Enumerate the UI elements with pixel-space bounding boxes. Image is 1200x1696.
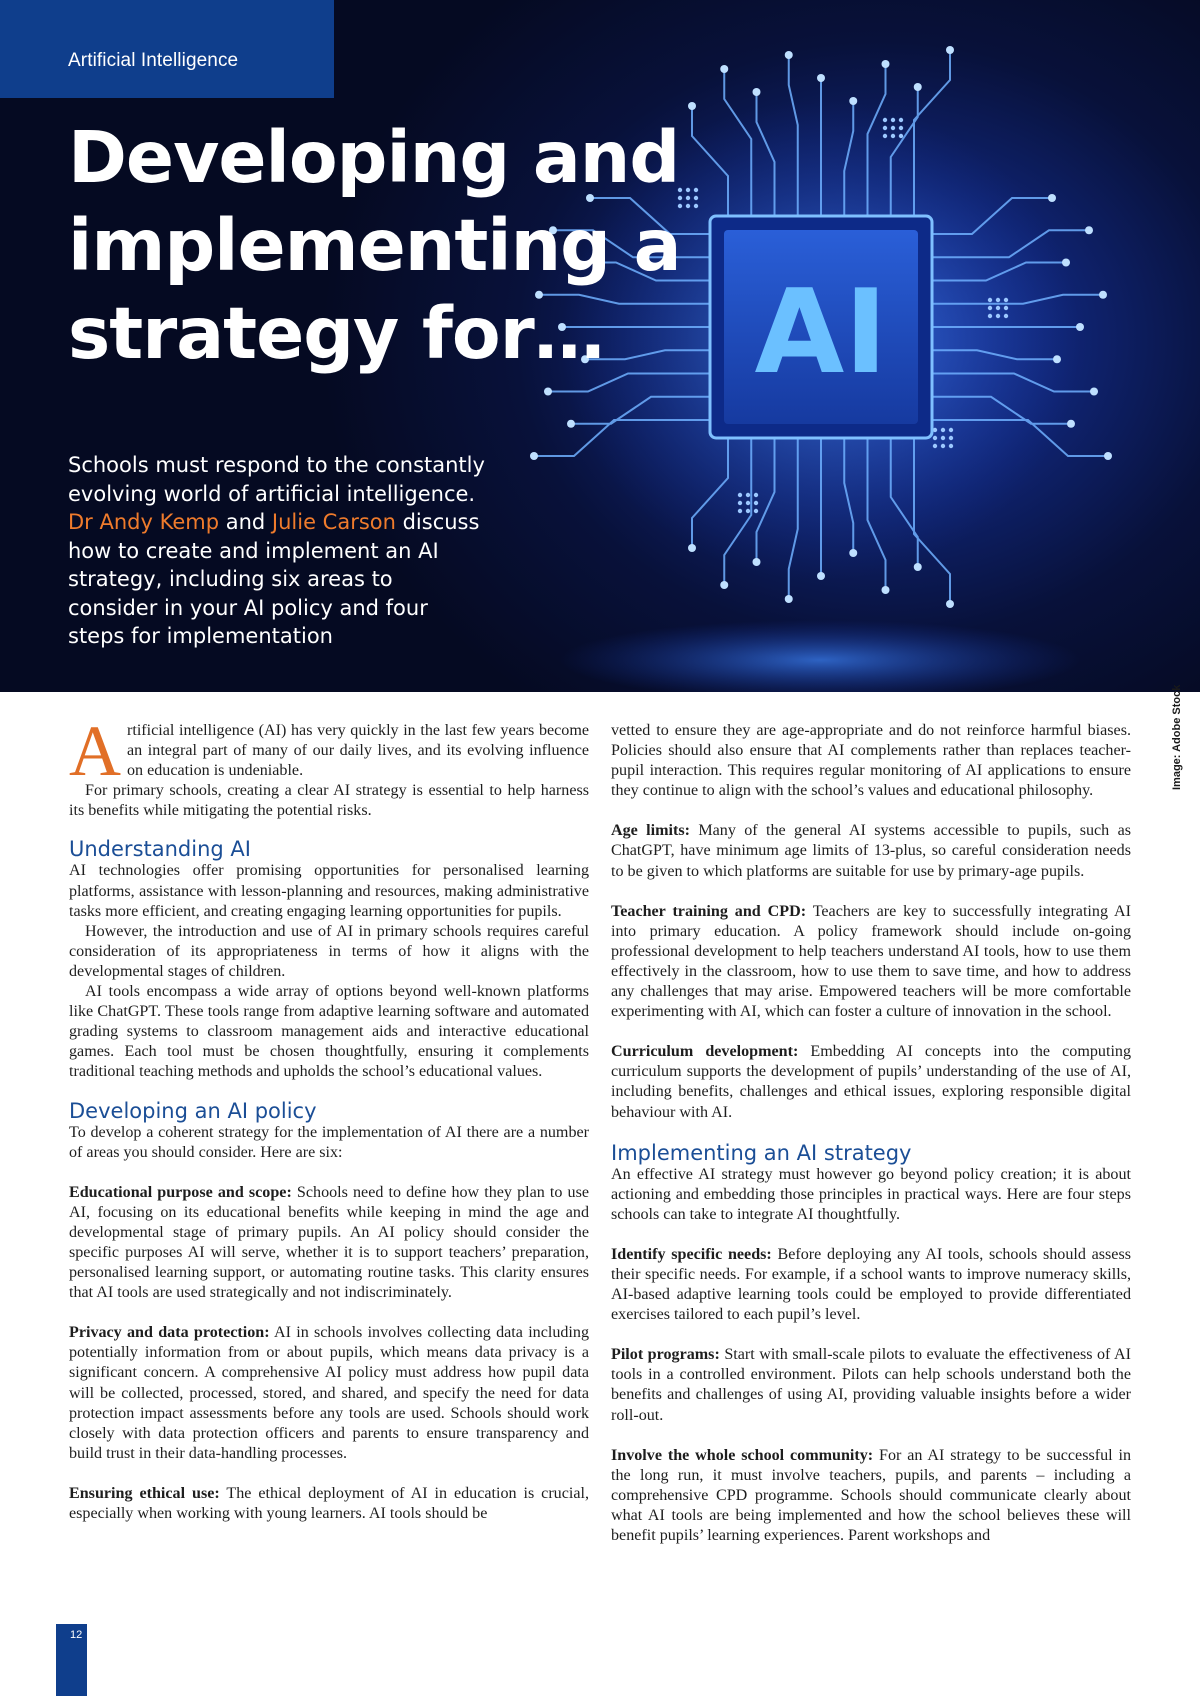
- policy-item: [611, 1042, 1131, 1122]
- standfirst: [68, 451, 488, 651]
- article-column-right: [611, 721, 1131, 1546]
- body-paragraph: However, the introduction and use of AI in primary schools requires careful consideration of its appropriateness in terms of how it aligns with the developmental stages of children.: [69, 922, 589, 980]
- item-text: Before deploying any AI tools, schools should assess their specific needs. For example, if a school wants to improve numeracy skills, AI-based adaptive learning tools could be employed to provide differentiated exercises tailored to each pupil’s level.: [611, 1245, 1131, 1324]
- page-number: 12: [70, 1629, 83, 1641]
- strategy-step: [611, 1245, 1131, 1325]
- item-text: Embedding AI concepts into the computing curriculum supports the development of pupils’ understanding of the use of AI, including benefits, challenges and ethical issues, exploring responsible digital behaviour with AI.: [611, 1043, 1132, 1121]
- item-label: Privacy and data protection:: [69, 1324, 270, 1342]
- article-column-left: [69, 711, 589, 1524]
- item-text: The ethical deployment of AI in education is crucial, especially when working with young learners. AI tools should be: [69, 1484, 589, 1522]
- chip-text: AI: [754, 265, 888, 400]
- item-text: Many of the general AI systems accessible to pupils, such as ChatGPT, have minimum age limits of 13-plus, so careful consideration needs to be given to which platforms are suitable for use by primary-age pupils.: [611, 822, 1131, 880]
- body-paragraph: For primary schools, creating a clear AI strategy is essential to help harness its benefits while mitigating the potential risks.: [69, 782, 589, 820]
- image-credit: Image: Adobe Stock: [1171, 684, 1183, 790]
- page-number-bar: [56, 1624, 87, 1696]
- section-heading: Understanding AI: [69, 837, 251, 862]
- drop-cap: A: [69, 711, 121, 791]
- section-tab: [0, 0, 334, 98]
- intro-paragraph: [69, 711, 589, 791]
- body-paragraph: To develop a coherent strategy for the implementation of AI there are a number of areas you should consider. Here are six:: [69, 1123, 589, 1161]
- policy-item: [69, 1323, 589, 1464]
- section-label: Artificial Intelligence: [68, 50, 239, 71]
- body-paragraph: An effective AI strategy must however go beyond policy creation; it is about actioning and embedding those principles in practical ways. Here are four steps schools can take to integrate AI thoughtfully.: [611, 1165, 1131, 1223]
- item-text: Start with small-scale pilots to evaluate the effectiveness of AI tools in a controlled environment. Pilots can help schools understand both the benefits and challenges of using AI, providing valuable insights before a wider roll-out.: [611, 1346, 1131, 1424]
- standfirst-rest: discuss how to create and implement an AI strategy, including six areas to consider in your AI policy and four steps for implementation: [68, 510, 480, 648]
- item-label: Involve the whole school community:: [611, 1446, 874, 1464]
- item-label: Identify specific needs:: [611, 1245, 772, 1263]
- item-label: Teacher training and CPD:: [611, 902, 807, 920]
- policy-item: [611, 902, 1131, 1023]
- body-paragraph: AI tools encompass a wide array of options beyond well-known platforms like ChatGPT. These tools range from adaptive learning software and automated grading systems to classroom management aids and interactive educational games. Each tool must be chosen thoughtfully, ensuring it complements traditional teaching methods and upholds the school’s educational values.: [69, 983, 589, 1081]
- policy-item: [611, 821, 1131, 881]
- standfirst-and: and: [219, 510, 272, 534]
- strategy-step: [611, 1345, 1131, 1425]
- item-text: Schools need to define how they plan to use AI, focusing on its educational benefits while keeping in mind the age and developmental stage of primary pupils. An AI policy should consider the specific purposes AI will serve, whether it is to support teachers’ preparation, personalised learning support, or automating routine tasks. This clarity ensures that AI tools are used strategically and not indiscriminately.: [69, 1183, 589, 1302]
- policy-item: [69, 1183, 589, 1304]
- standfirst-intro: Schools must respond to the constantly evolving world of artificial intelligence.: [68, 453, 485, 506]
- item-text: Teachers are key to successfully integrating AI into primary education. A policy framework should include on-going professional development to help teachers understand AI tools, how to use them effectively in the classroom, how to use them to save time, and how to address any challenges that may arise. Empowered teachers will be more comfortable experimenting with AI, which can foster a culture of innovation in the school.: [611, 902, 1131, 1021]
- item-label: Ensuring ethical use:: [69, 1484, 220, 1502]
- item-text: For an AI strategy to be successful in the long run, it must involve teachers, pupils, and parents – including a comprehensive CPD programme. Schools should communicate clearly about what AI tools are being implemented and how the school believes these will benefit pupils’ learning experiences. Parent workshops and: [611, 1446, 1131, 1544]
- section-heading: Developing an AI policy: [69, 1098, 317, 1123]
- headline: Developing and implementing a strategy for…: [68, 116, 681, 375]
- item-label: Pilot programs:: [611, 1346, 720, 1364]
- body-paragraph: AI technologies offer promising opportunities for personalised learning platforms, assistance with lesson-planning and resources, making administrative tasks more efficient, and creating engaging learning opportunities for pupils.: [69, 862, 589, 920]
- author-name: Dr Andy Kemp: [68, 510, 220, 534]
- item-label: Curriculum development:: [611, 1043, 799, 1061]
- strategy-step: [611, 1446, 1131, 1546]
- item-label: Age limits:: [611, 822, 690, 840]
- hero-banner: [0, 0, 1200, 692]
- intro-text: rtificial intelligence (AI) has very quickly in the last few years become an integral part of many of our daily lives, and its evolving influence on education is undeniable.: [127, 722, 589, 780]
- item-text: AI in schools involves collecting data including potentially information from or about pupils, which means data privacy is a significant concern. A comprehensive AI policy must address how pupil data will be collected, processed, stored, and shared, and specify the need for data protection impact assessments before any tools are used. Schools should work closely with data protection officers and parents to ensure transparency and build trust in their data-handling processes.: [69, 1324, 589, 1462]
- body-paragraph: vetted to ensure they are age-appropriate and do not reinforce harmful biases. Policies should also ensure that AI complements rather than replaces teacher-pupil interaction. This requires regular monitoring of AI applications to ensure they continue to align with the school’s values and educational philosophy.: [611, 722, 1131, 800]
- item-label: Educational purpose and scope:: [69, 1183, 292, 1201]
- policy-item: [69, 1484, 589, 1524]
- author-name: Julie Carson: [271, 510, 396, 534]
- section-heading: Implementing an AI strategy: [611, 1140, 912, 1165]
